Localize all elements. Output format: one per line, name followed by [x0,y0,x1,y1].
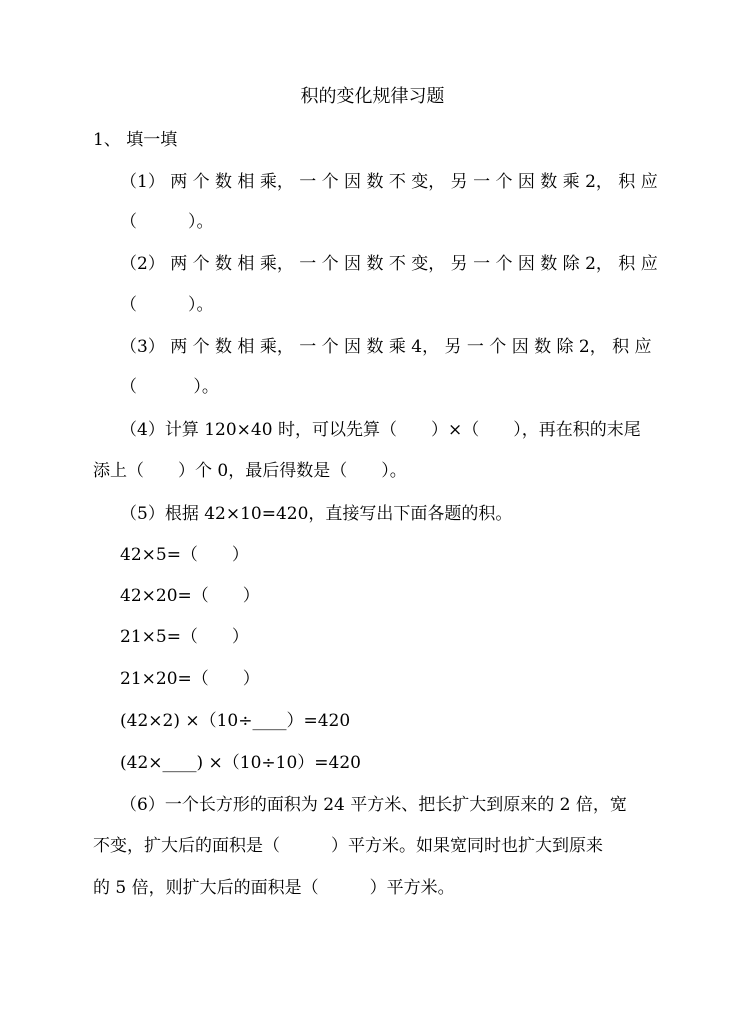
question-5-intro: （5）根据 42×10=420，直接写出下面各题的积。 [120,504,513,524]
question-6-line-1: （6）一个长方形的面积为 24 平方米、把长扩大到原来的 2 倍，宽 [120,795,627,815]
question-5-item: 21×5=（ ） [120,627,249,647]
question-5-item: 21×20=（ ） [120,669,260,689]
question-3-answer-blank: （ ）。 [120,377,219,397]
question-1-answer-blank: （ ）。 [120,212,214,232]
question-1-line-1: （1） 两 个 数 相 乘， 一 个 因 数 不 变， 另 一 个 因 数 乘 2， 积 应 [120,172,658,192]
question-5-item: (42×____) ×（10÷10）=420 [120,753,361,773]
page-title: 积的变化规律习题 [300,86,445,107]
section-heading: 1、 填一填 [93,130,178,150]
question-3-line-1: （3） 两 个 数 相 乘， 一 个 因 数 乘 4， 另 一 个 因 数 除 2， 积 应 [120,337,652,357]
question-2-line-1: （2） 两 个 数 相 乘， 一 个 因 数 不 变， 另 一 个 因 数 除 2， 积 应 [120,254,658,274]
question-5-item: 42×5=（ ） [120,545,249,565]
question-6-line-3: 的 5 倍，则扩大后的面积是（ ）平方米。 [93,878,455,898]
question-2-answer-blank: （ ）。 [120,295,214,315]
question-6-line-2: 不变，扩大后的面积是（ ）平方米。如果宽同时也扩大到原来 [93,836,603,856]
question-5-item: (42×2) ×（10÷____）=420 [120,711,351,731]
question-5-item: 42×20=（ ） [120,586,260,606]
question-4-line-2: 添上（ ）个 0，最后得数是（ ）。 [93,461,407,481]
question-4-line-1: （4）计算 120×40 时，可以先算（ ）×（ ），再在积的末尾 [120,420,641,440]
